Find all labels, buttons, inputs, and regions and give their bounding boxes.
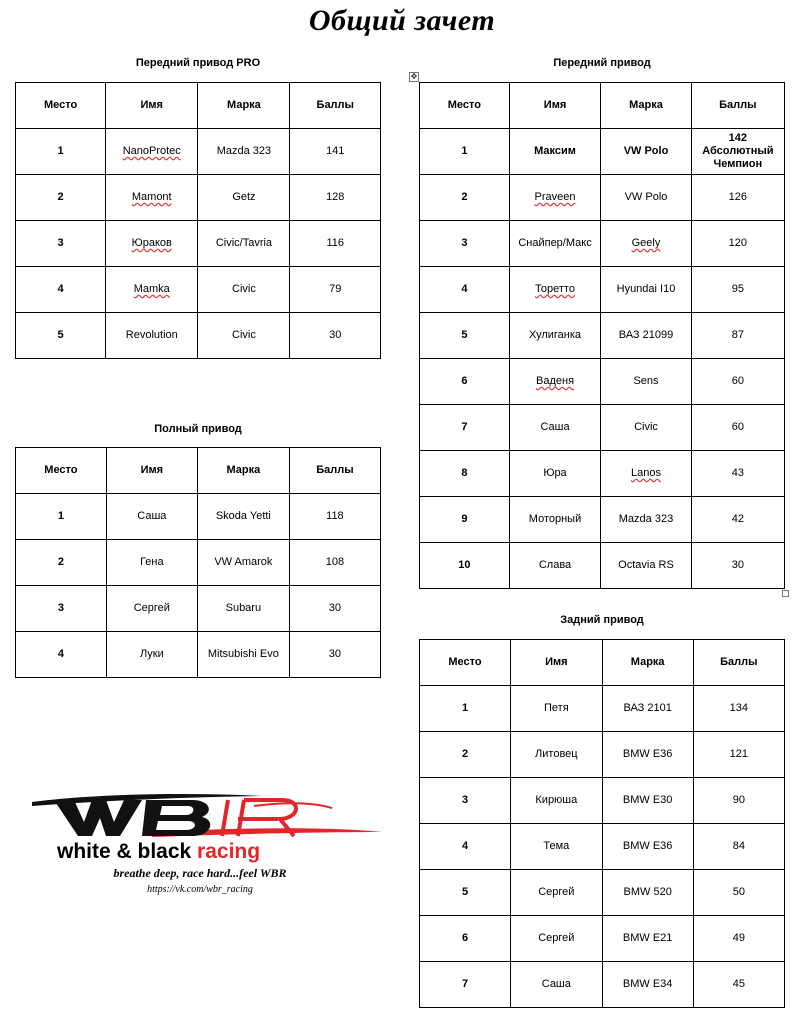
table-row [420, 175, 785, 221]
car-cell: VW Polo [601, 129, 691, 175]
name-cell: Луки [106, 632, 197, 678]
place-cell: 6 [420, 359, 510, 405]
car-cell: Mazda 323 [601, 497, 691, 543]
table-header-row [16, 83, 381, 129]
place-cell: 3 [16, 586, 107, 632]
place-cell: 6 [420, 916, 511, 962]
points-cell: 120 [691, 221, 784, 267]
points-cell: 30 [289, 632, 380, 678]
name-cell: Саша [511, 962, 603, 1008]
car-cell: Civic [198, 313, 290, 359]
table-header-row [420, 83, 785, 129]
place-cell: 2 [420, 175, 510, 221]
points-cell: 49 [693, 916, 784, 962]
name-cell: Слава [509, 543, 601, 589]
car-cell: BMW 520 [602, 870, 693, 916]
name-cell: Сергей [511, 916, 603, 962]
place-cell: 2 [16, 540, 107, 586]
table-row [420, 870, 785, 916]
points-cell: 134 [693, 686, 784, 732]
logo-wb-letters [54, 800, 210, 836]
name-cell: Петя [511, 686, 603, 732]
name-cell: Саша [509, 405, 601, 451]
column-header-place: Место [420, 83, 510, 129]
car-cell: Getz [198, 175, 290, 221]
table-row [16, 632, 381, 678]
name-cell [509, 175, 601, 221]
place-cell: 2 [16, 175, 106, 221]
section-title: Передний привод [553, 57, 651, 69]
logo-name-accent: racing [197, 840, 261, 863]
table-row [420, 497, 785, 543]
table-row [16, 175, 381, 221]
car-cell: Civic [198, 267, 290, 313]
car-cell: Skoda Yetti [197, 494, 289, 540]
table-row [16, 267, 381, 313]
place-cell: 4 [16, 632, 107, 678]
name-cell: Тема [511, 824, 603, 870]
points-cell: 87 [691, 313, 784, 359]
points-cell: 45 [693, 962, 784, 1008]
car-cell: Mazda 323 [198, 129, 290, 175]
place-cell: 4 [420, 267, 510, 313]
car-cell: Hyundai I10 [601, 267, 691, 313]
table-row [420, 313, 785, 359]
table-row [16, 221, 381, 267]
column-header-points: Баллы [290, 83, 381, 129]
car-cell: Subaru [197, 586, 289, 632]
results-table [419, 639, 785, 1008]
table-row [16, 494, 381, 540]
car-cell: ВАЗ 2101 [602, 686, 693, 732]
logo-name-plain: white & black [57, 840, 198, 863]
table-row [420, 221, 785, 267]
name-text: Mamka [133, 283, 170, 295]
points-cell: 60 [691, 405, 784, 451]
table-row [420, 129, 785, 175]
column-header-name: Имя [511, 640, 603, 686]
points-cell: 116 [290, 221, 381, 267]
points-cell: 84 [693, 824, 784, 870]
place-cell: 2 [420, 732, 511, 778]
place-cell: 3 [420, 221, 510, 267]
column-header-points: Баллы [289, 448, 380, 494]
car-cell: BMW E30 [602, 778, 693, 824]
results-table [419, 82, 785, 589]
column-header-points: Баллы [693, 640, 784, 686]
car-cell: Sens [601, 359, 691, 405]
points-cell: 126 [691, 175, 784, 221]
table-row [420, 267, 785, 313]
column-header-name: Имя [106, 83, 198, 129]
car-cell [601, 221, 691, 267]
place-cell: 4 [16, 267, 106, 313]
column-header-car: Марка [602, 640, 693, 686]
place-cell: 3 [420, 778, 511, 824]
points-cell: 141 [290, 129, 381, 175]
place-cell: 10 [420, 543, 510, 589]
table-row [16, 129, 381, 175]
page-title: Общий зачет [308, 4, 496, 37]
name-cell: Моторный [509, 497, 601, 543]
place-cell: 7 [420, 962, 511, 1008]
table-row [16, 540, 381, 586]
points-cell: 95 [691, 267, 784, 313]
car-cell: BMW E21 [602, 916, 693, 962]
column-header-car: Марка [601, 83, 691, 129]
points-cell: 30 [290, 313, 381, 359]
table-row [420, 405, 785, 451]
name-text: Торетто [535, 283, 575, 295]
column-header-place: Место [420, 640, 511, 686]
table-header-row [16, 448, 381, 494]
points-cell: 90 [693, 778, 784, 824]
car-cell: BMW E34 [602, 962, 693, 1008]
place-cell: 4 [420, 824, 511, 870]
place-cell: 3 [16, 221, 106, 267]
name-text: Юраков [131, 237, 172, 249]
car-cell: VW Polo [601, 175, 691, 221]
place-cell: 9 [420, 497, 510, 543]
table-row [420, 824, 785, 870]
section-title: Передний привод PRO [135, 57, 261, 69]
table-row [420, 732, 785, 778]
section-title: Задний привод [560, 614, 644, 626]
table-row [420, 686, 785, 732]
car-cell: Civic [601, 405, 691, 451]
points-cell: 42 [691, 497, 784, 543]
name-cell [509, 359, 601, 405]
place-cell: 8 [420, 451, 510, 497]
logo-slogan: breathe deep, race hard...feel WBR [113, 866, 287, 880]
table-header-row [420, 640, 785, 686]
name-cell: Гена [106, 540, 197, 586]
name-text: Mamont [131, 191, 172, 203]
name-text: Praveen [534, 191, 576, 203]
table-row [420, 359, 785, 405]
table-row [420, 543, 785, 589]
table-row [420, 962, 785, 1008]
points-cell: 108 [289, 540, 380, 586]
car-cell [601, 451, 691, 497]
move-icon[interactable]: ✥ [410, 72, 418, 81]
points-cell: 79 [290, 267, 381, 313]
name-cell: Юра [509, 451, 601, 497]
place-cell: 5 [16, 313, 106, 359]
car-cell: Civic/Tavria [198, 221, 290, 267]
car-cell: Octavia RS [601, 543, 691, 589]
name-cell: Литовец [511, 732, 603, 778]
place-cell: 5 [420, 313, 510, 359]
results-table [15, 447, 381, 678]
car-cell: Mitsubishi Evo [197, 632, 289, 678]
points-cell: 118 [289, 494, 380, 540]
column-header-points: Баллы [691, 83, 784, 129]
column-header-car: Марка [197, 448, 289, 494]
table-row [16, 586, 381, 632]
name-cell: Хулиганка [509, 313, 601, 359]
points-cell: 142 Абсолютный Чемпион [691, 129, 784, 175]
points-cell: 121 [693, 732, 784, 778]
name-cell: Revolution [106, 313, 198, 359]
resize-icon[interactable] [782, 590, 789, 597]
car-cell: BMW E36 [602, 732, 693, 778]
name-cell: Снайпер/Макс [509, 221, 601, 267]
section-title: Полный привод [154, 423, 242, 435]
points-cell: 60 [691, 359, 784, 405]
column-header-name: Имя [509, 83, 601, 129]
points-cell: 43 [691, 451, 784, 497]
logo-url[interactable]: https://vk.com/wbr_racing [147, 884, 253, 895]
name-cell: Сергей [106, 586, 197, 632]
table-row [420, 778, 785, 824]
column-header-name: Имя [106, 448, 197, 494]
points-cell: 128 [290, 175, 381, 221]
points-cell: 30 [289, 586, 380, 632]
car-cell: ВАЗ 21099 [601, 313, 691, 359]
place-cell: 1 [16, 129, 106, 175]
car-text: Geely [631, 237, 661, 249]
place-cell: 1 [420, 686, 511, 732]
name-cell: Кирюша [511, 778, 603, 824]
place-cell: 7 [420, 405, 510, 451]
name-cell: Максим [509, 129, 601, 175]
car-cell: VW Amarok [197, 540, 289, 586]
results-table [15, 82, 381, 359]
points-cell: 30 [691, 543, 784, 589]
points-cell: 50 [693, 870, 784, 916]
place-cell: 5 [420, 870, 511, 916]
table-row [420, 916, 785, 962]
table-row [420, 451, 785, 497]
name-cell [106, 129, 198, 175]
column-header-place: Место [16, 448, 107, 494]
name-cell: Саша [106, 494, 197, 540]
car-text: Lanos [631, 467, 661, 479]
name-cell [106, 221, 198, 267]
name-cell [509, 267, 601, 313]
name-text: NanoProtec [122, 145, 181, 157]
name-cell: Сергей [511, 870, 603, 916]
column-header-car: Марка [198, 83, 290, 129]
name-cell [106, 267, 198, 313]
place-cell: 1 [420, 129, 510, 175]
table-row [16, 313, 381, 359]
car-cell: BMW E36 [602, 824, 693, 870]
place-cell: 1 [16, 494, 107, 540]
name-cell [106, 175, 198, 221]
name-text: Ваденя [536, 375, 575, 387]
logo-name [57, 840, 327, 864]
column-header-place: Место [16, 83, 106, 129]
